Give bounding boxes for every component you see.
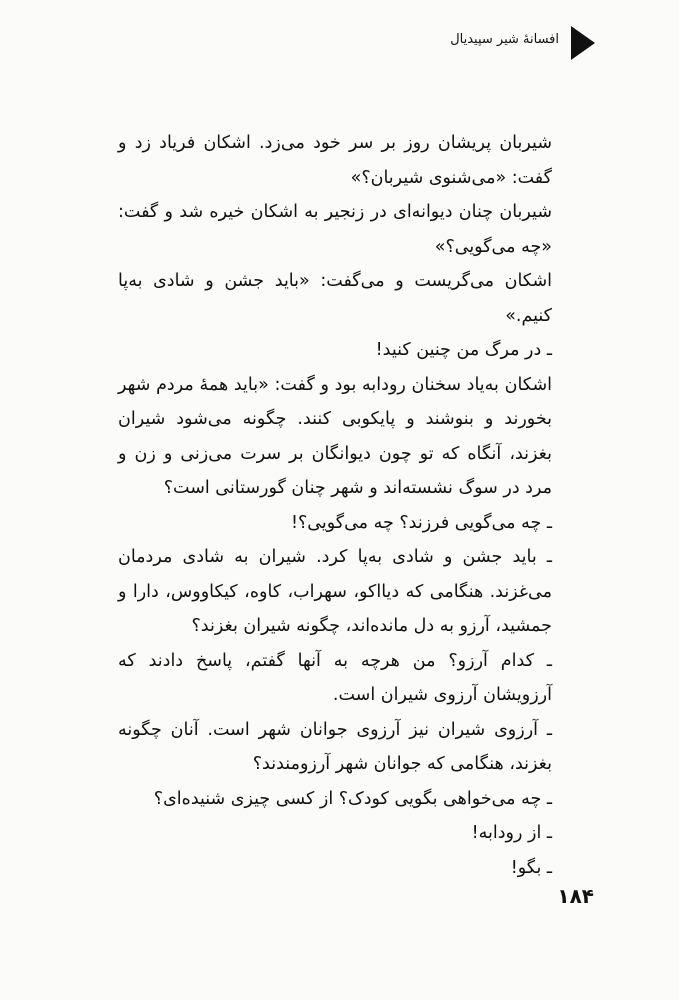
dialogue-line: ـ بگو! [510,857,552,878]
dialogue-line: ـ از رودابه! [471,823,552,843]
paragraph: شیربان چنان دیوانه‌ای در زنجیر به اشکان خیره شد و گفت: «چه می‌گویی؟» [118,202,552,257]
running-header-title: افسانهٔ شیر سپیدیال [450,32,559,47]
paragraph: شیربان پریشان روز بر سر خود می‌زد. اشکان فریاد زد و گفت: «می‌شنوی شیربان؟» [118,133,552,188]
triangle-marker-icon [571,26,595,60]
dialogue-line: ـ چه می‌خواهی بگویی کودک؟ از کسی چیزی شنیده‌ای؟ [153,788,552,809]
paragraph: اشکان می‌گریست و می‌گفت: «باید جشن و شادی به‌پا کنیم.» [118,271,552,326]
running-header [0,20,679,72]
dialogue-line: ـ باید جشن و شادی به‌پا کرد. شیران به شادی مردمان می‌غزند. هنگامی که دیااکو، سهراب، کاوه، کیکاووس، دارا و جمشید، آرزو به دل مانده‌اند، چگونه شیران بغزند؟ [118,547,552,636]
body-text [118,126,574,885]
paragraph: اشکان به‌یاد سخنان رودابه بود و گفت: «باید همهٔ مردم شهر بخورند و بنوشند و پایکوبی کنند. چگونه می‌شود شیران بغزند، آنگاه که تو چون دیوانگان بر سرت می‌زنی و زن و مرد در سوگ نشسته‌اند و شهر چنان گورستانی است؟ [118,374,552,498]
page-number: ۱۸۴ [557,884,594,908]
dialogue-line: ـ کدام آرزو؟ من هرچه به آنها گفتم، پاسخ دادند که آرزویشان آرزوی شیران است. [118,650,552,705]
dialogue-line: ـ آرزوی شیران نیز آرزوی جوانان شهر است. آنان چگونه بغزند، هنگامی که جوانان شهر آرزومندند؟ [118,719,552,774]
dialogue-line: ـ چه می‌گویی فرزند؟ چه می‌گویی؟! [290,512,552,533]
dialogue-line: ـ در مرگ من چنین کنید! [375,340,552,360]
